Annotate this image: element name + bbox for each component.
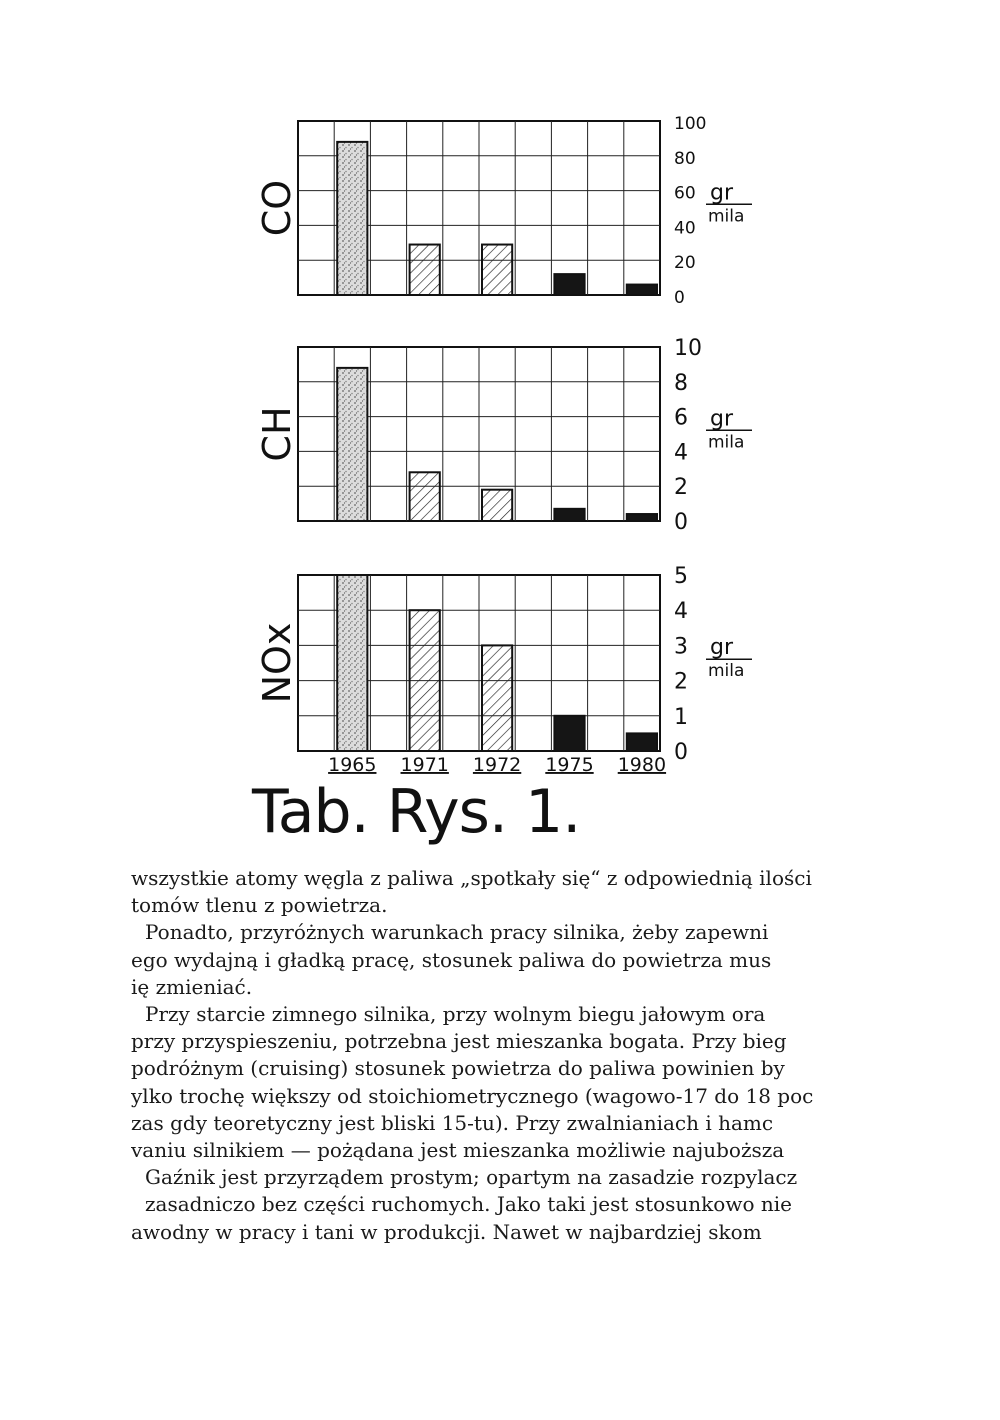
y-tick-label: 8 — [674, 370, 688, 396]
bar-1965 — [337, 142, 367, 295]
bar-1980 — [627, 514, 657, 521]
y-tick-label: 4 — [674, 440, 688, 466]
y-tick-label: 2 — [674, 669, 688, 695]
bar-1971 — [410, 472, 440, 521]
x-tick-label: 1965 — [328, 754, 377, 776]
bar-1971 — [410, 610, 440, 751]
pollutant-label: NOx — [255, 622, 299, 704]
y-tick-label: 4 — [674, 599, 688, 625]
bar-1972 — [482, 490, 512, 521]
y-tick-label: 0 — [674, 288, 685, 308]
bar-1975 — [554, 274, 584, 295]
bar-1965 — [337, 575, 367, 751]
unit-label-top: gr — [710, 406, 734, 432]
unit-label-top: gr — [710, 635, 734, 661]
y-tick-label: 3 — [674, 634, 688, 660]
unit-label-bottom: mila — [708, 661, 745, 682]
x-tick-label: 1975 — [545, 754, 594, 776]
y-tick-label: 0 — [674, 510, 688, 535]
bar-1971 — [410, 245, 440, 295]
y-tick-label: 1 — [674, 704, 688, 730]
chart-nox — [255, 564, 752, 776]
y-tick-label: 80 — [674, 148, 696, 169]
pollutant-label: CO — [255, 179, 299, 237]
bar-1965 — [337, 368, 367, 521]
text-line: wszystkie atomy węgla z paliwa „spotkały się“ z odpowiednią ilości — [131, 866, 812, 890]
chart-co — [255, 114, 752, 308]
y-tick-label: 100 — [674, 114, 707, 134]
y-tick-label: 20 — [674, 253, 696, 274]
bar-1980 — [627, 285, 657, 295]
bar-1972 — [482, 645, 512, 751]
text-line: Przy starcie zimnego silnika, przy wolnym biegu jałowym ora — [145, 1002, 766, 1027]
chart-ch — [255, 336, 752, 535]
text-line: tomów tlenu z powietrza. — [131, 893, 388, 918]
unit-label-bottom: mila — [708, 432, 745, 453]
unit-label-top: gr — [710, 180, 734, 206]
text-line: ylko trochę większy od stoichiometrycznego (wagowo-17 do 18 poc — [131, 1083, 814, 1108]
y-tick-label: 10 — [674, 336, 702, 361]
x-tick-label: 1972 — [472, 754, 522, 776]
y-tick-label: 5 — [674, 564, 688, 589]
text-line: Gaźnik jest przyrządem prostym; opartym na zasadzie rozpylacz — [145, 1165, 798, 1190]
text-line: zas gdy teoretyczny jest bliski 15-tu). Przy zwalnianiach i hamc — [131, 1110, 774, 1135]
y-tick-label: 60 — [674, 183, 696, 204]
y-tick-label: 6 — [674, 405, 688, 431]
text-line: Ponadto, przyróżnych warunkach pracy silnika, żeby zapewni — [145, 920, 769, 945]
y-tick-label: 40 — [674, 218, 696, 239]
unit-label-bottom: mila — [708, 206, 745, 227]
figure-caption: Tab. Rys. 1. — [252, 777, 581, 847]
text-line: ego wydajną i gładką pracę, stosunek paliwa do powietrza mus — [131, 947, 772, 972]
bar-1972 — [482, 245, 512, 295]
y-tick-label: 2 — [674, 475, 688, 501]
y-tick-label: 0 — [674, 740, 688, 765]
text-line: awodny w pracy i tani w produkcji. Nawet w najbardziej skom — [131, 1219, 762, 1244]
x-tick-label: 1980 — [617, 754, 667, 776]
bar-1980 — [627, 733, 657, 751]
bar-1975 — [554, 716, 584, 751]
bar-1975 — [554, 509, 584, 521]
text-line: ię zmieniać. — [131, 974, 253, 999]
text-line: podróżnym (cruising) stosunek powietrza do paliwa powinien by — [131, 1056, 785, 1081]
text-line: vaniu silnikiem — pożądana jest mieszanka możliwie najuboższa — [131, 1138, 785, 1163]
x-tick-label: 1971 — [400, 754, 449, 776]
text-line: przy przyspieszeniu, potrzebna jest mieszanka bogata. Przy bieg — [131, 1029, 787, 1054]
pollutant-label: CH — [255, 406, 299, 462]
body-text — [131, 865, 876, 1246]
text-line: zasadniczo bez części ruchomych. Jako taki jest stosunkowo nie — [145, 1192, 792, 1217]
